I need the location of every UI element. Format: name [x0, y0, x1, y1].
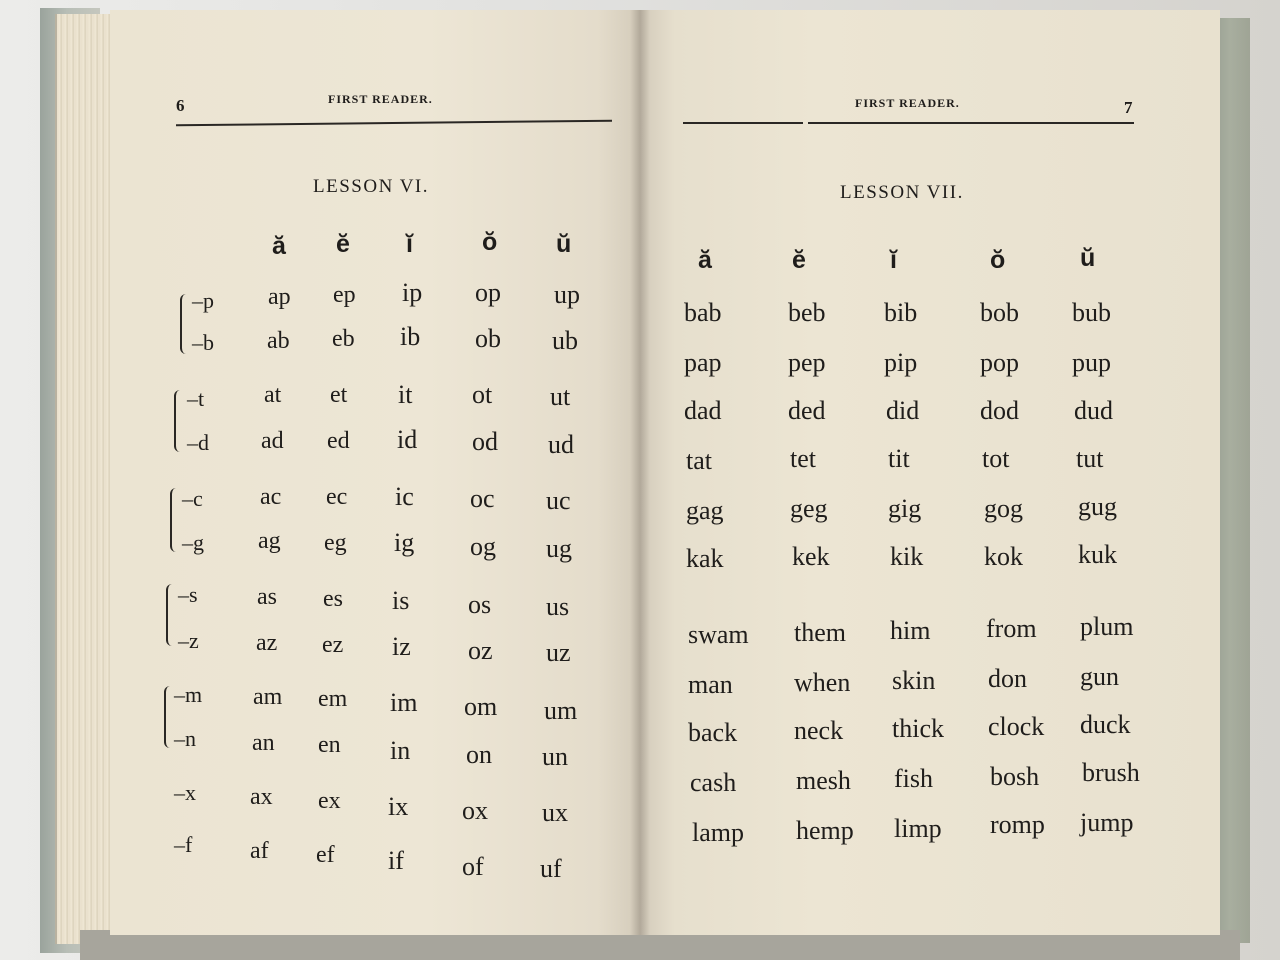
syllable: it	[398, 380, 413, 409]
running-head: FIRST READER.	[328, 92, 433, 106]
vowel-u: ŭ	[556, 230, 572, 258]
syllable: ug	[546, 534, 572, 563]
syllable: ag	[258, 528, 281, 554]
syllable: es	[323, 586, 343, 612]
word: tet	[790, 444, 816, 473]
page-number: 6	[176, 96, 185, 115]
syllable: ut	[550, 382, 571, 411]
syllable: eb	[332, 326, 355, 352]
syllable: ed	[327, 428, 350, 454]
word: gog	[984, 494, 1023, 523]
syllable: uf	[540, 854, 562, 883]
syllable: at	[264, 382, 282, 408]
word: tat	[686, 446, 712, 475]
ending-label: –g	[182, 530, 204, 555]
word: tit	[888, 444, 910, 473]
word: bub	[1072, 298, 1111, 327]
word: cash	[690, 768, 737, 797]
word: them	[794, 618, 846, 647]
syllable: ex	[318, 788, 341, 814]
book-gutter	[630, 10, 650, 935]
word: gun	[1080, 662, 1119, 691]
ending-label: –c	[182, 486, 203, 511]
word: pop	[980, 348, 1019, 377]
ending-label: –s	[178, 582, 198, 607]
header-rule-left	[683, 122, 803, 124]
syllable: if	[388, 846, 404, 875]
syllable: um	[544, 696, 578, 725]
word: back	[688, 718, 738, 747]
syllable: un	[542, 742, 568, 771]
word: geg	[790, 494, 828, 523]
ending-label: –b	[192, 330, 214, 355]
syllable: us	[546, 592, 570, 621]
word: fish	[894, 764, 933, 793]
word: swam	[688, 620, 749, 649]
syllable: en	[318, 732, 341, 758]
vowel-e: ĕ	[336, 230, 350, 258]
syllable: is	[392, 586, 410, 615]
word: gug	[1078, 492, 1117, 521]
word: tut	[1076, 444, 1104, 473]
syllable: az	[256, 630, 278, 656]
ending-label: –f	[174, 832, 193, 857]
word: don	[988, 664, 1027, 693]
syllable: ip	[402, 278, 423, 307]
syllable: id	[397, 425, 418, 454]
syllable: eg	[324, 530, 347, 556]
word: neck	[794, 716, 844, 745]
syllable: ad	[261, 428, 284, 454]
header-rule	[176, 120, 612, 127]
book-page-edges	[55, 14, 117, 944]
syllable: oz	[468, 636, 493, 665]
word: did	[886, 396, 920, 425]
syllable: ac	[260, 484, 282, 510]
vowel-i: ĭ	[890, 246, 897, 274]
syllable: od	[472, 427, 498, 456]
word: pap	[684, 348, 722, 377]
brace-cg	[170, 488, 178, 552]
word: bab	[684, 298, 722, 327]
syllable: ab	[267, 328, 290, 354]
word: bosh	[990, 762, 1040, 791]
word: gag	[686, 496, 724, 525]
syllable: uc	[546, 486, 571, 515]
syllable: ap	[268, 284, 291, 310]
lesson-title: LESSON VI.	[313, 176, 429, 197]
word: jump	[1080, 808, 1134, 837]
syllable: et	[330, 382, 348, 408]
word: pip	[884, 348, 918, 377]
syllable: ox	[462, 796, 488, 825]
right-page	[640, 10, 1220, 935]
ending-label: –x	[174, 780, 196, 805]
ending-label: –d	[187, 430, 209, 455]
word: pup	[1072, 348, 1111, 377]
syllable: iz	[392, 632, 411, 661]
syllable: oc	[470, 484, 495, 513]
word: kik	[890, 542, 924, 571]
word: dad	[684, 396, 722, 425]
word: limp	[894, 814, 942, 843]
syllable: em	[318, 686, 348, 712]
ending-label: –z	[178, 628, 199, 653]
word: beb	[788, 298, 826, 327]
word: kek	[792, 542, 830, 571]
left-page	[110, 10, 640, 935]
word: hemp	[796, 816, 854, 845]
syllable: ot	[472, 380, 493, 409]
syllable: ux	[542, 798, 568, 827]
syllable: om	[464, 692, 498, 721]
syllable: ig	[394, 528, 415, 557]
syllable: og	[470, 532, 496, 561]
word: thick	[892, 714, 944, 743]
word: plum	[1080, 612, 1134, 641]
running-head: FIRST READER.	[855, 96, 960, 110]
word: from	[986, 614, 1037, 643]
syllable: up	[554, 280, 580, 309]
lesson-title: LESSON VII.	[840, 182, 964, 203]
syllable: op	[475, 278, 501, 307]
vowel-e: ĕ	[792, 246, 806, 274]
syllable: ib	[400, 322, 421, 351]
word: skin	[892, 666, 936, 695]
word: mesh	[796, 766, 851, 795]
syllable: on	[466, 740, 492, 769]
syllable: ez	[322, 632, 344, 658]
syllable: ef	[316, 842, 335, 868]
brace-mn	[164, 686, 172, 748]
syllable: ob	[475, 324, 501, 353]
syllable: as	[257, 584, 277, 610]
word: romp	[990, 810, 1045, 839]
syllable: an	[252, 730, 275, 756]
word: kok	[984, 542, 1023, 571]
brace-sz	[166, 584, 174, 646]
vowel-a: ă	[272, 232, 286, 260]
ending-label: –n	[174, 726, 196, 751]
word: tot	[982, 444, 1010, 473]
page-number: 7	[1124, 98, 1133, 117]
word: bib	[884, 298, 918, 327]
word: gig	[888, 494, 922, 523]
word: lamp	[692, 818, 744, 847]
syllable: ix	[388, 792, 409, 821]
word: brush	[1082, 758, 1140, 787]
syllable: ax	[250, 784, 273, 810]
word: kuk	[1078, 540, 1117, 569]
syllable: uz	[546, 638, 571, 667]
ending-label: –m	[174, 682, 203, 707]
header-rule-right	[808, 122, 1134, 124]
word: him	[890, 616, 931, 645]
word: pep	[788, 348, 826, 377]
syllable: of	[462, 852, 484, 881]
syllable: im	[390, 688, 418, 717]
syllable: ep	[333, 282, 356, 308]
ending-label: –p	[192, 288, 214, 313]
word: dod	[980, 396, 1019, 425]
brace-td	[174, 390, 182, 452]
syllable: os	[468, 590, 492, 619]
syllable: ub	[552, 326, 578, 355]
syllable: ic	[395, 482, 414, 511]
syllable: ec	[326, 484, 348, 510]
syllable: in	[390, 736, 411, 765]
word: clock	[988, 712, 1045, 741]
word: man	[688, 670, 733, 699]
word: ded	[788, 396, 826, 425]
syllable: am	[253, 684, 283, 710]
word: dud	[1074, 396, 1113, 425]
brace-pb	[180, 294, 188, 354]
word: bob	[980, 298, 1019, 327]
vowel-o: ŏ	[482, 228, 498, 256]
syllable: ud	[548, 430, 574, 459]
syllable: af	[250, 838, 269, 864]
vowel-a: ă	[698, 246, 712, 274]
vowel-u: ŭ	[1080, 244, 1096, 272]
vowel-o: ŏ	[990, 246, 1006, 274]
word: duck	[1080, 710, 1131, 739]
vowel-i: ĭ	[406, 230, 413, 258]
ending-label: –t	[187, 386, 205, 411]
word: kak	[686, 544, 724, 573]
word: when	[794, 668, 851, 697]
